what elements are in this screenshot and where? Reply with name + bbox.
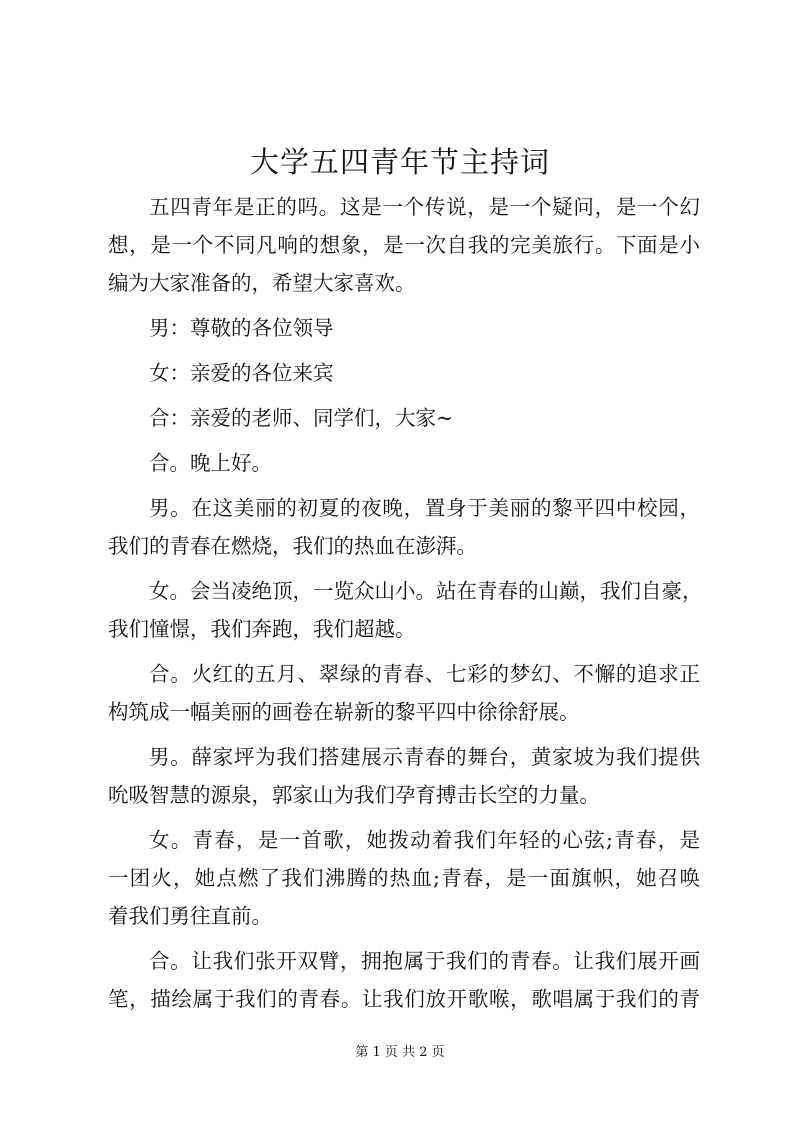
paragraph-gap	[108, 482, 700, 489]
paragraph-gap	[108, 565, 700, 572]
paragraph-gap	[108, 302, 700, 309]
text-line: 合：亲爱的老师、同学们，大家~	[149, 406, 454, 430]
paragraph-gap	[108, 392, 700, 399]
text-line: 构筑成一幅美丽的画卷在崭新的黎平四中徐徐舒展。	[108, 700, 580, 724]
text-line: 合。让我们张开双臂，拥抱属于我们的青春。让我们展开画	[149, 949, 700, 973]
paragraph-gap	[108, 648, 700, 655]
text-line: 我们的青春在燃烧，我们的热血在澎湃。	[108, 534, 477, 558]
page-footer: 第 1 页 共 2 页	[355, 1045, 445, 1060]
text-line: 吮吸智慧的源泉，郭家山为我们孕育搏击长空的力量。	[108, 783, 600, 807]
document-title: 大学五四青年节主持词	[249, 145, 550, 179]
paragraph-gap	[108, 347, 700, 354]
text-line: 五四青年是正的吗。这是一个传说，是一个疑问，是一个幻	[149, 195, 700, 219]
paragraph-gap	[108, 935, 700, 942]
text-line: 女：亲爱的各位来宾	[149, 361, 334, 385]
text-line: 着我们勇往直前。	[108, 904, 272, 928]
paragraph-gap	[108, 437, 700, 444]
text-line: 合。火红的五月、翠绿的青春、七彩的梦幻、不懈的追求正	[149, 662, 700, 686]
text-line: 男。在这美丽的初夏的夜晚，置身于美丽的黎平四中校园，	[149, 496, 700, 520]
text-line: 合。晚上好。	[149, 451, 272, 475]
text-line: 女。青春，是一首歌，她拨动着我们年轻的心弦;青春，是	[149, 828, 700, 852]
document-body	[108, 188, 703, 1018]
paragraph-gap	[108, 814, 700, 821]
text-line: 一团火，她点燃了我们沸腾的热血;青春，是一面旗帜，她召唤	[108, 866, 700, 890]
text-line: 想，是一个不同凡响的想象，是一次自我的完美旅行。下面是小	[108, 233, 700, 257]
text-line: 编为大家准备的，希望大家喜欢。	[108, 271, 416, 295]
text-line: 笔，描绘属于我们的青春。让我们放开歌喉，歌唱属于我们的青	[108, 987, 700, 1011]
text-line: 女。会当凌绝顶，一览众山小。站在青春的山巅，我们自豪，	[149, 579, 703, 603]
text-line: 男：尊敬的各位领导	[149, 316, 334, 340]
text-line: 我们憧憬，我们奔跑，我们超越。	[108, 617, 416, 641]
paragraph-gap	[108, 731, 700, 738]
text-line: 男。薛家坪为我们搭建展示青春的舞台，黄家坡为我们提供	[149, 745, 700, 769]
